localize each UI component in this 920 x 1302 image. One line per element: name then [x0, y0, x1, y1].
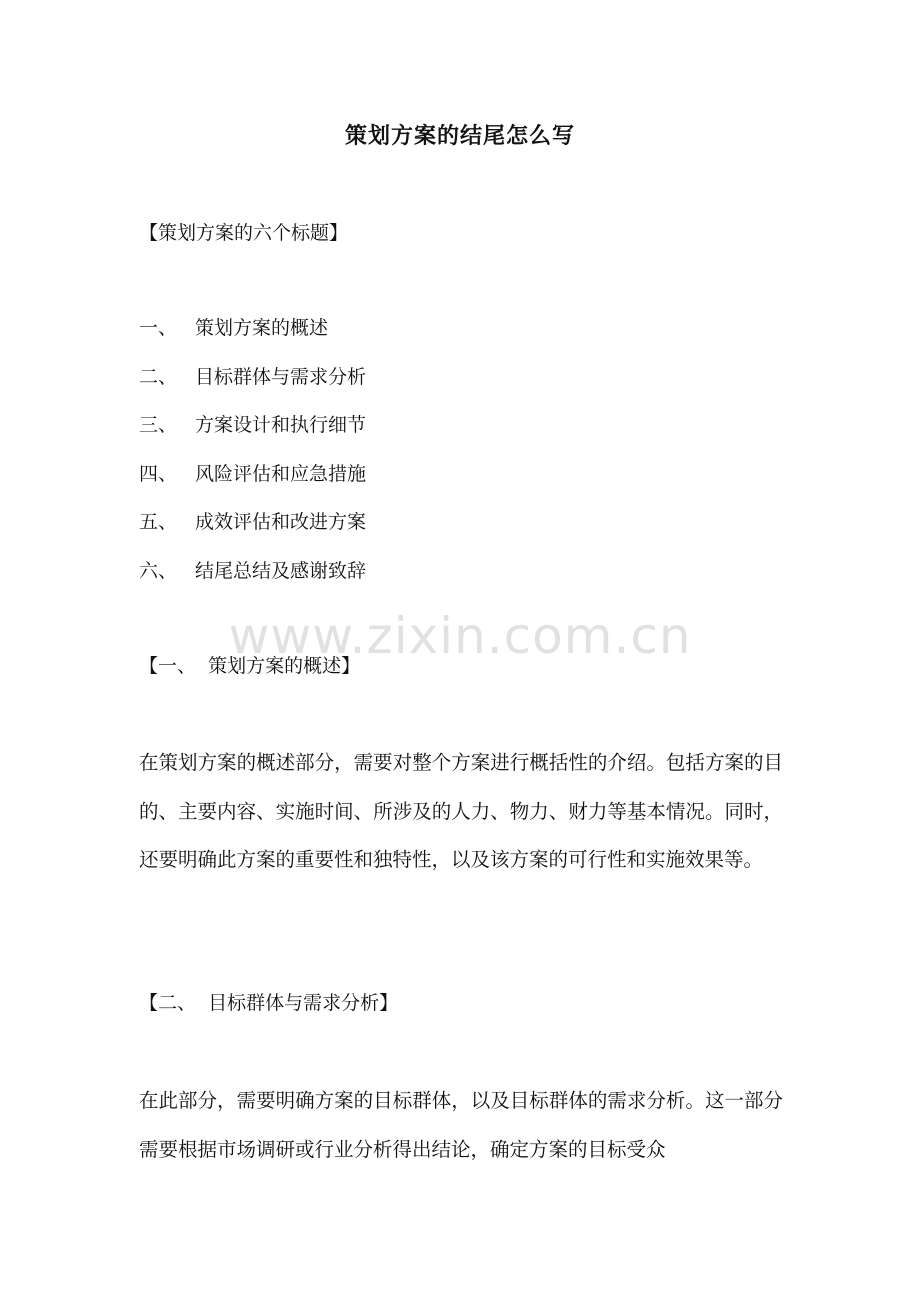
toc-item-text: 方案设计和执行细节	[195, 414, 367, 436]
toc-item-number: 二、	[139, 365, 178, 388]
section-heading-overview: 【一、 策划方案的概述】	[139, 655, 361, 677]
toc-item-number: 一、	[139, 317, 178, 339]
toc-item	[139, 507, 779, 556]
toc-item-number: 六、	[139, 559, 178, 582]
watermark: www.zixin.com.cn	[228, 607, 692, 665]
toc-item-number: 五、	[139, 511, 178, 533]
toc-item-text: 策划方案的概述	[195, 317, 329, 339]
toc-item	[139, 459, 779, 508]
toc-heading: 【策划方案的六个标题】	[139, 222, 349, 244]
toc-item-text: 结尾总结及感谢致辞	[195, 559, 367, 582]
document-title: 策划方案的结尾怎么写	[344, 123, 575, 149]
toc-item	[139, 556, 779, 605]
section-heading-target-analysis: 【二、 目标群体与需求分析】	[139, 992, 399, 1014]
section-body-target-analysis: 在此部分，需要明确方案的目标群体，以及目标群体的需求分析。这一部分需要根据市场调研或行业分析得出结论，确定方案的目标受众	[139, 1089, 783, 1161]
toc-item-text: 目标群体与需求分析	[195, 365, 367, 388]
toc-item-text: 成效评估和改进方案	[195, 511, 367, 533]
toc-item	[139, 410, 779, 459]
toc-list	[139, 313, 779, 604]
toc-item-number: 三、	[139, 414, 178, 436]
toc-item-text: 风险评估和应急措施	[195, 462, 367, 485]
section-body-overview: 在策划方案的概述部分，需要对整个方案进行概括性的介绍。包括方案的目的、主要内容、实施时间、所涉及的人力、物力、财力等基本情况。同时，还要明确此方案的重要性和独特性，以及该方案的可行性和实施效果等。	[139, 751, 783, 871]
toc-item-number: 四、	[139, 462, 178, 485]
toc-item	[139, 362, 779, 411]
toc-item	[139, 313, 779, 362]
